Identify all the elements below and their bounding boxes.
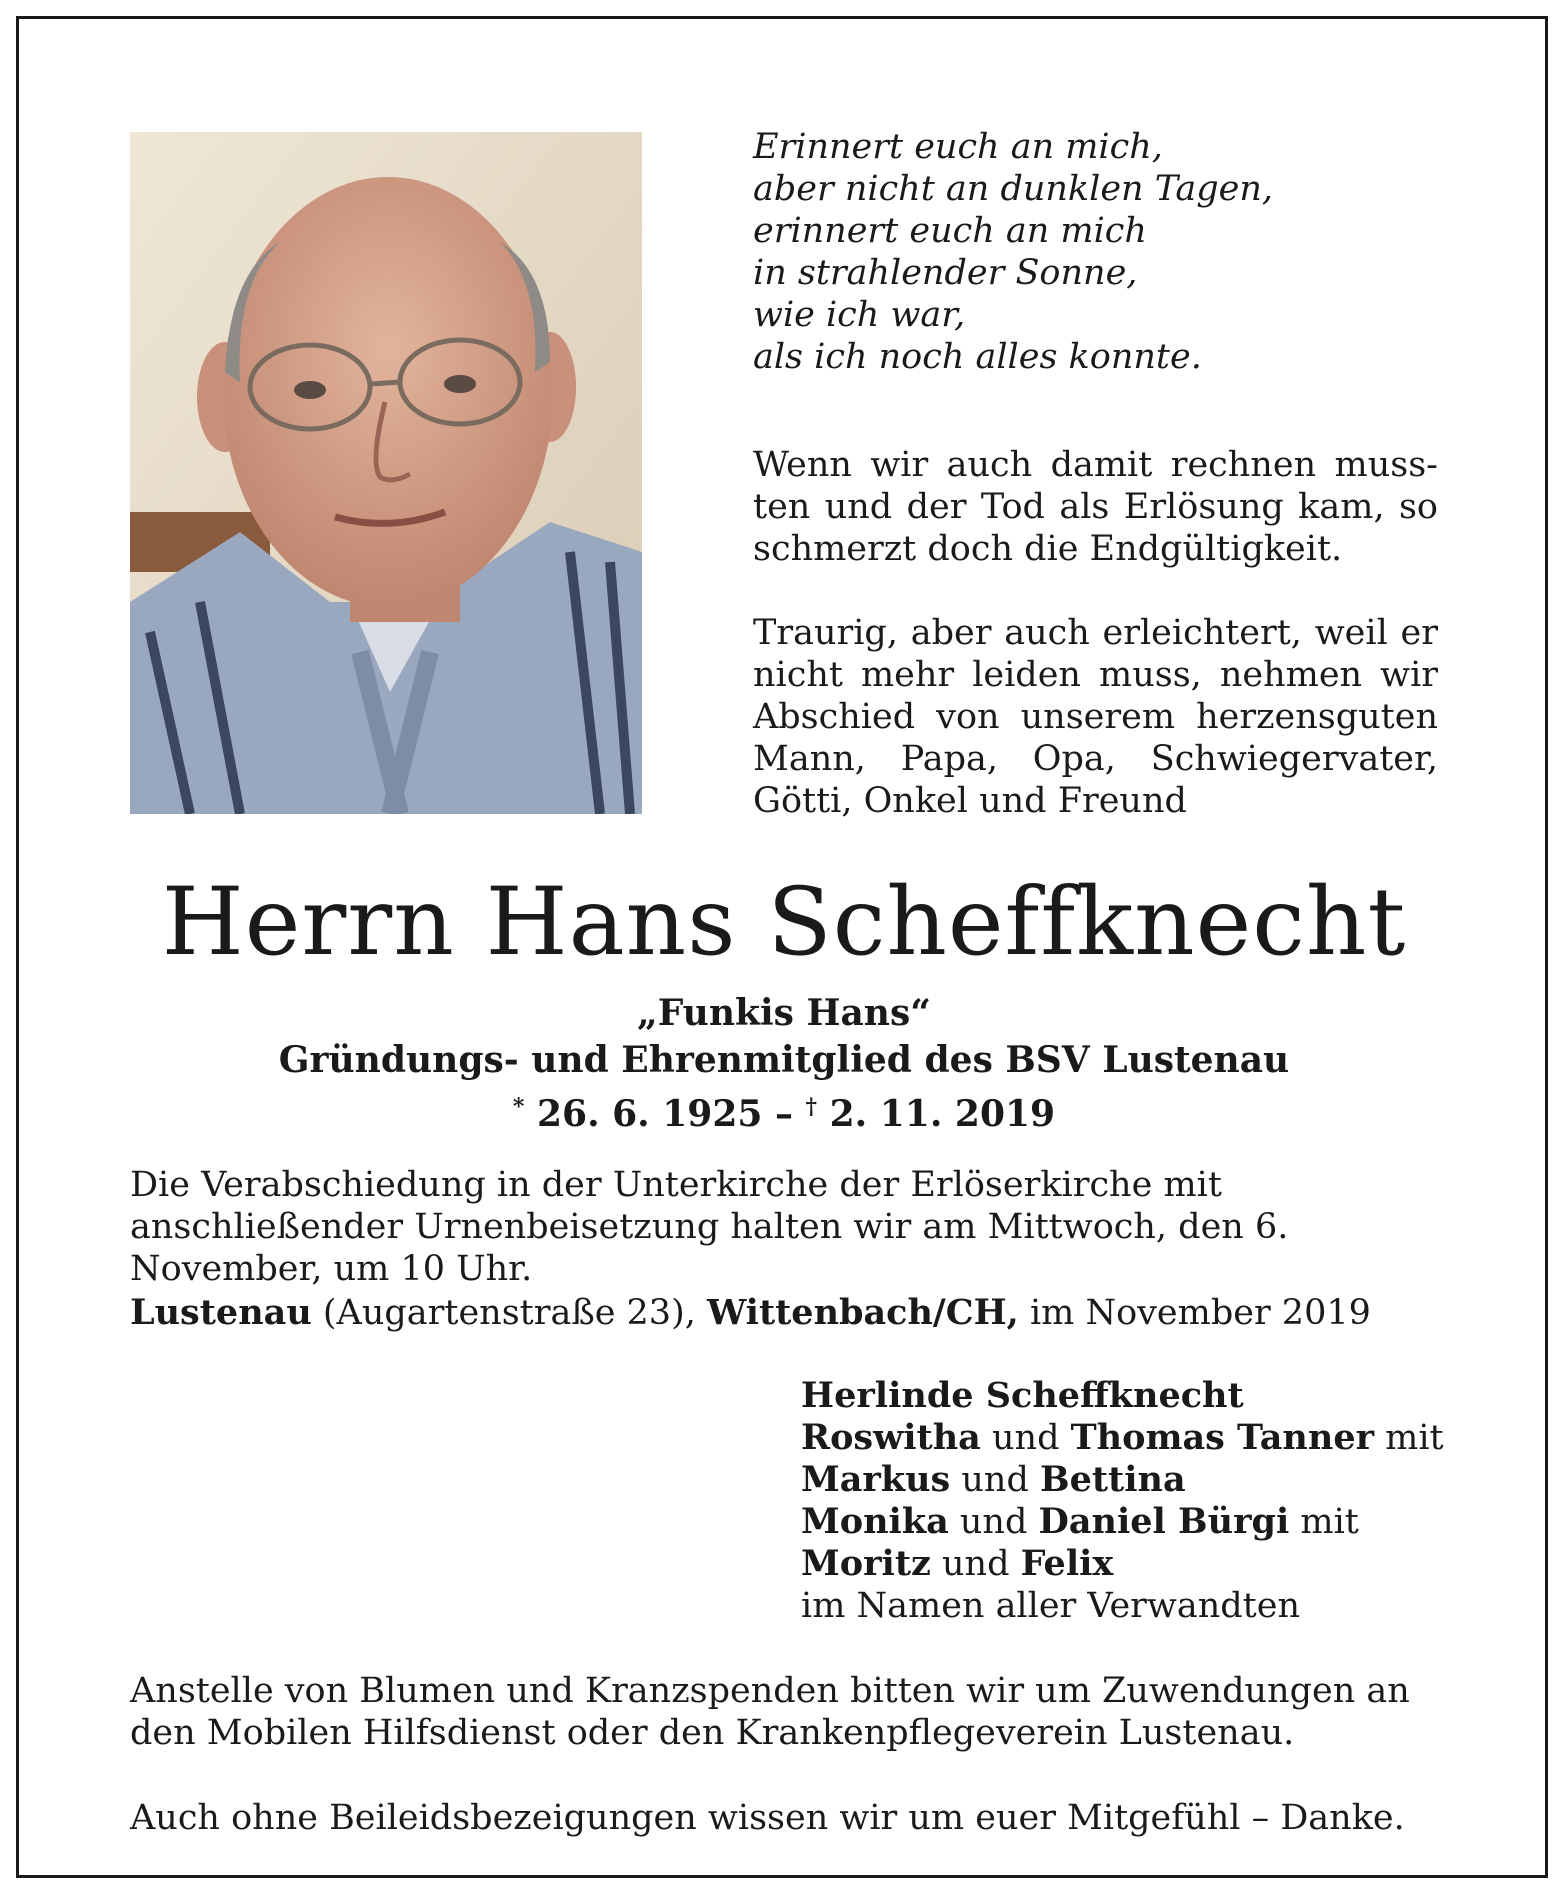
- birth-date: 26. 6. 1925: [536, 1093, 763, 1135]
- birth-symbol: *: [512, 1094, 525, 1120]
- mourner-name: Bettina: [1040, 1459, 1186, 1500]
- month-year: im November 2019: [1018, 1293, 1371, 1333]
- mourner-line: [801, 1375, 1451, 1417]
- mourner-line: im Namen aller Verwandten: [801, 1586, 1300, 1626]
- death-symbol: †: [805, 1094, 818, 1120]
- poem-line: in strahlender Sonne,: [753, 253, 1138, 293]
- donation-request: Anstelle von Blumen und Kranzspenden bitten wir um Zuwendungen an den Mobilen Hilfsdienst oder den Krankenpflegeverein Lustenau.: [130, 1671, 1410, 1753]
- town-wittenbach: Wittenbach/CH,: [706, 1292, 1019, 1333]
- mourner-name: Markus: [801, 1459, 951, 1500]
- nickname: „Funkis Hans“: [637, 992, 931, 1034]
- town-lustenau: Lustenau: [130, 1292, 312, 1333]
- club-role: Gründungs- und Ehrenmitglied des BSV Lustenau: [278, 1039, 1290, 1081]
- portrait-illustration: [130, 132, 642, 814]
- poem-line: aber nicht an dunklen Tagen,: [753, 169, 1273, 209]
- poem-line: als ich noch alles konnte.: [753, 337, 1202, 377]
- mourner-name: Thomas Tanner: [1070, 1417, 1375, 1458]
- acceptance-paragraph: Wenn wir auch damit rechnen muss-ten und der Tod als Erlösung kam, so schmerzt doch die Endgültigkeit.: [753, 445, 1438, 569]
- mourner-line: [801, 1501, 1451, 1543]
- mourner-name: Daniel Bürgi: [1038, 1501, 1290, 1542]
- poem-line: erinnert euch an mich: [753, 211, 1147, 251]
- farewell-paragraph: Traurig, aber auch erleichtert, weil er nicht mehr leiden muss, nehmen wir Abschied von unserem herzensguten Mann, Papa, Opa, Schwiegervater, Götti, Onkel und Freund: [753, 613, 1438, 821]
- deceased-name: Herrn Hans Scheffknecht: [161, 868, 1407, 977]
- mourner-line: [801, 1459, 1451, 1501]
- mourners-list: [801, 1375, 1451, 1627]
- address: (Augartenstraße 23),: [311, 1293, 707, 1333]
- ceremony-announcement: Die Verabschiedung in der Unterkirche der Erlöserkirche mit anschließender Urnenbeisetzung halten wir am Mittwoch, den 6. November, um 10 Uhr.: [130, 1165, 1289, 1289]
- life-dates: [0, 1086, 1568, 1135]
- connector: mit: [1374, 1418, 1444, 1458]
- connector: mit: [1289, 1502, 1359, 1542]
- death-date: 2. 11. 2019: [829, 1093, 1056, 1135]
- mourner-line: [801, 1543, 1451, 1585]
- poem-line: wie ich war,: [753, 295, 966, 335]
- mourner-name: Roswitha: [801, 1417, 981, 1458]
- connector: und: [980, 1418, 1071, 1458]
- place-and-date: [130, 1292, 1450, 1334]
- mourner-line: [801, 1417, 1451, 1459]
- poem-line: Erinnert euch an mich,: [753, 127, 1163, 167]
- connector: und: [948, 1502, 1039, 1542]
- portrait-photo: [130, 132, 642, 814]
- thanks-note: Auch ohne Beileidsbezeigungen wissen wir um euer Mitgefühl – Danke.: [130, 1798, 1405, 1838]
- mourner-name: Monika: [801, 1501, 949, 1542]
- connector: und: [930, 1544, 1021, 1584]
- mourner-name: Felix: [1020, 1543, 1114, 1584]
- mourner-name: Herlinde Scheffknecht: [801, 1375, 1244, 1416]
- connector: und: [950, 1460, 1041, 1500]
- mourner-name: Moritz: [801, 1543, 931, 1584]
- date-dash: –: [775, 1093, 793, 1135]
- poem: [753, 126, 1453, 378]
